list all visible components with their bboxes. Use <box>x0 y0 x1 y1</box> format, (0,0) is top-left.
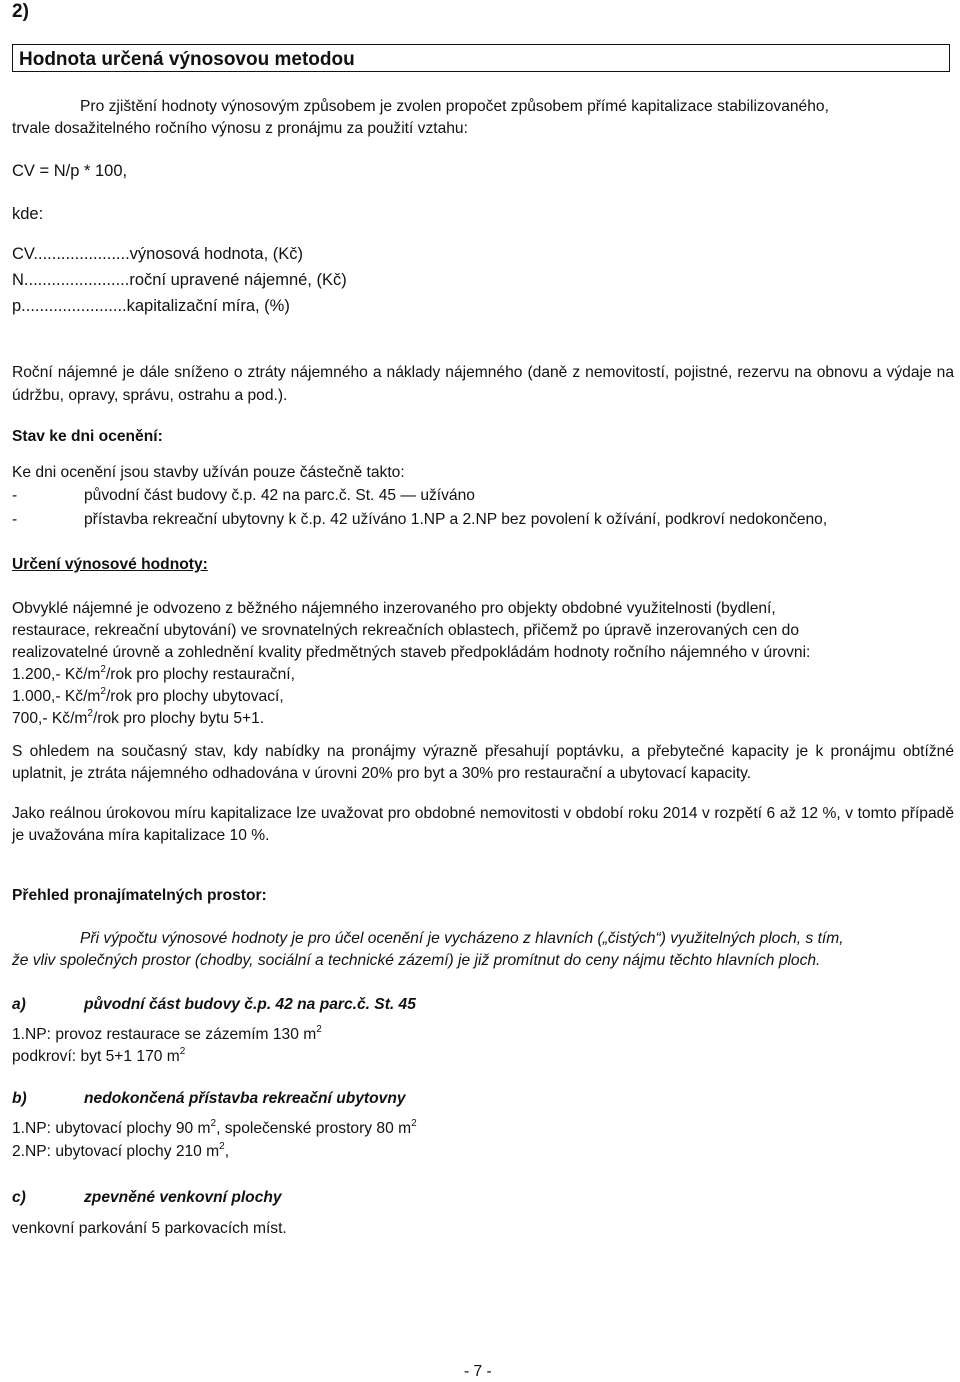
yield-para1-line2: restaurace, rekreační ubytování) ve srovnatelných rekreačních oblastech, přičemž po úpravě inzerovaných cen do <box>12 622 800 639</box>
overview-italic-line-2: že vliv společných prostor (chodby, sociální a technické zázemí) je již promítnut do ceny nájmu těchto hlavních ploch. <box>12 952 821 969</box>
subsection-letter: c) <box>12 1189 26 1206</box>
state-item: přístavba rekreační ubytovny k č.p. 42 užíváno 1.NP a 2.NP bez povolení k ožívání, podkroví nedokončeno, <box>84 511 828 528</box>
state-intro: Ke dni ocenění jsou stavby užíván pouze částečně takto: <box>12 464 405 481</box>
intro-line-2: trvale dosažitelného ročního výnosu z pronájmu za použití vztahu: <box>12 120 468 137</box>
state-item-dash: - <box>12 511 18 528</box>
subsection-title: nedokončená přístavba rekreační ubytovny <box>84 1090 406 1107</box>
subsection-title: původní část budovy č.p. 42 na parc.č. St. 45 <box>84 996 416 1013</box>
section-title: Hodnota určená výnosovou metodou <box>19 49 355 70</box>
rate-line: 1.000,- $Kč/m^2$/rok pro plochy ubytovací, <box>12 685 284 705</box>
state-item: původní část budovy č.p. 42 na parc.č. St. 45 — užíváno <box>84 487 475 504</box>
legend-n: N.......................roční upravené nájemné, (Kč) <box>12 271 347 289</box>
section-number: 2) <box>12 1 29 22</box>
subsection-line: 1.NP: provoz restaurace se zázemím 130 $m^2$ <box>12 1023 322 1043</box>
subsection-title: zpevněné venkovní plochy <box>84 1189 282 1206</box>
yield-para3: Jako reálnou úrokovou míru kapitalizace lze uvažovat pro obdobné nemovitosti v období roku 2014 v rozpětí 6 až 12 %, v tomto případě je uvažována míra kapitalizace 10 %. <box>12 805 954 844</box>
yield-para1-line3: realizovatelné úrovně a zohlednění kvality předmětných staveb předpokládám hodnoty ročního nájemného v úrovni: <box>12 644 811 661</box>
subsection-line: 1.NP: ubytovací plochy 90 $m^2$, společenské prostory 80 $m^2$ <box>12 1117 417 1137</box>
yield-heading: Určení výnosové hodnoty: <box>12 556 208 573</box>
rate-line: 1.200,- $Kč/m^2$/rok pro plochy restaurační, <box>12 663 295 683</box>
state-item-dash: - <box>12 487 18 504</box>
subsection-line: 2.NP: ubytovací plochy 210 $m^2$, <box>12 1140 230 1160</box>
rent-reduction-paragraph: Roční nájemné je dále sníženo o ztráty nájemného a náklady nájemného (daně z nemovitostí, pojistné, rezervu na obnovu a výdaje na údržbu, opravy, správu, ostrahu a pod.). <box>12 364 954 404</box>
overview-heading: Přehled pronajímatelných prostor: <box>12 887 267 904</box>
subsection-line: podkroví: byt 5+1 170 $m^2$ <box>12 1045 186 1065</box>
section-title-box <box>12 44 950 72</box>
kde-label: kde: <box>12 205 44 223</box>
yield-para1-line1: Obvyklé nájemné je odvozeno z běžného nájemného inzerovaného pro objekty obdobné využitelnosti (bydlení, <box>12 600 776 617</box>
yield-para2: S ohledem na současný stav, kdy nabídky na pronájmy výrazně přesahují poptávku, a přebytečné kapacity je k pronájmu obtížné uplatnit, je ztráta nájemného odhadována v úrovni 20% pro byt a 30% pro restaurační a ubytovací kapacity. <box>12 743 954 782</box>
intro-line-1: Pro zjištění hodnoty výnosovým způsobem je zvolen propočet způsobem přímé kapitalizace stabilizovaného, <box>80 98 829 115</box>
legend-p: p.......................kapitalizační míra, (%) <box>12 297 290 315</box>
subsection-line: venkovní parkování 5 parkovacích míst. <box>12 1220 287 1237</box>
state-heading: Stav ke dni ocenění: <box>12 428 163 445</box>
subsection-letter: a) <box>12 996 26 1013</box>
rate-line: 700,- $Kč/m^2$/rok pro plochy bytu 5+1. <box>12 707 265 727</box>
overview-italic-line-1: Při výpočtu výnosové hodnoty je pro účel ocenění je vycházeno z hlavních („čistých“) využitelných ploch, s tím, <box>80 930 844 947</box>
subsection-letter: b) <box>12 1090 27 1107</box>
page-number: - 7 - <box>464 1363 492 1380</box>
legend-cv: CV.....................výnosová hodnota, (Kč) <box>12 245 304 263</box>
formula: CV = N/p * 100, <box>12 162 128 180</box>
